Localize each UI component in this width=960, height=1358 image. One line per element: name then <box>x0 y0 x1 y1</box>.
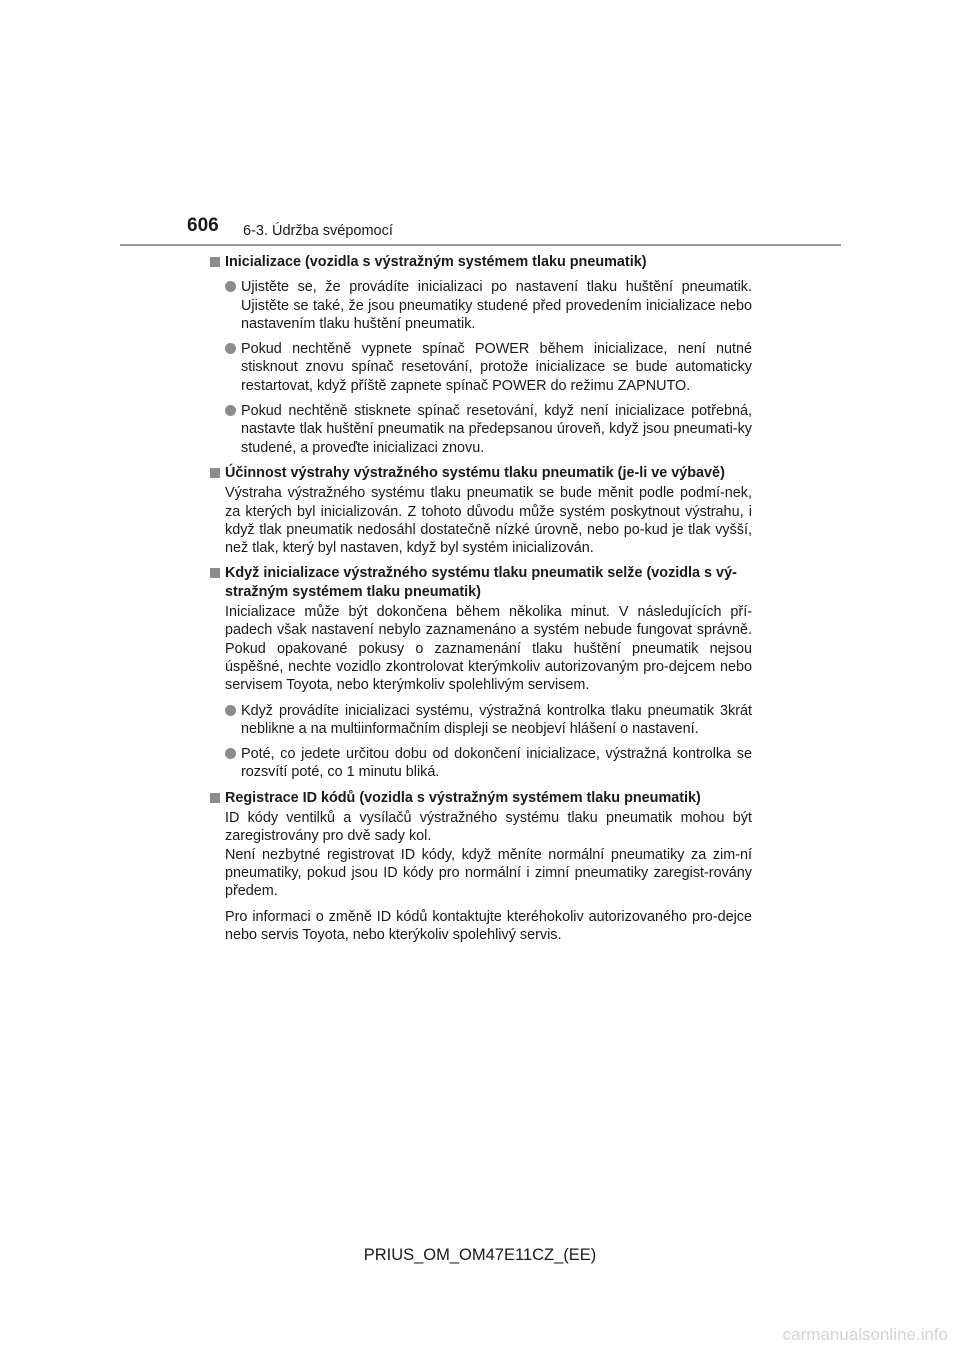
square-bullet-icon <box>210 468 220 478</box>
paragraph: Pro informaci o změně ID kódů kontaktujte kteréhokoliv autorizovaného pro-dejce nebo servis Toyota, nebo kterýkoliv spolehlivý servis. <box>225 908 752 943</box>
section-warning-effectiveness <box>210 464 752 557</box>
list-item-text: Ujistěte se, že provádíte inicializaci po nastavení tlaku huštění pneumatik. Ujistěte se také, že jsou pneumatiky studené před provedením inicializace nebo nastavením tlaku huštění pneumatik. <box>241 279 752 332</box>
section-heading <box>210 464 752 482</box>
section-title: 6-3. Údržba svépomocí <box>243 223 393 239</box>
section-initialization <box>210 253 752 457</box>
square-bullet-icon <box>210 568 220 578</box>
section-id-registration <box>210 789 752 944</box>
square-bullet-icon <box>210 257 220 267</box>
square-bullet-icon <box>210 793 220 803</box>
circle-bullet-icon <box>225 705 236 716</box>
section-heading <box>210 253 752 271</box>
heading-text: Účinnost výstrahy výstražného systému tlaku pneumatik (je-li ve výbavě) <box>225 464 725 481</box>
circle-bullet-icon <box>225 405 236 416</box>
circle-bullet-icon <box>225 281 236 292</box>
list-item-text: Pokud nechtěně vypnete spínač POWER během inicializace, není nutné stisknout znovu spínač resetování, protože inicializace se bude automaticky restartovat, když příště zapnete spínač POWER do režimu ZAPNUTO. <box>241 341 752 394</box>
list-item-text: Poté, co jedete určitou dobu od dokončení inicializace, výstražná kontrolka se rozsvítí poté, co 1 minutu bliká. <box>241 746 752 781</box>
list-item <box>225 702 752 739</box>
paragraph-line: Není nezbytné registrovat ID kódy, když měníte normální pneumatiky za zim-ní pneumatiky, pokud jsou ID kódy pro normální i zimní pneumatiky zaregist-rovány předem. <box>225 846 752 900</box>
section-heading <box>210 789 752 807</box>
main-content <box>210 253 752 944</box>
list-item-text: Když provádíte inicializaci systému, výstražná kontrolka tlaku pneumatik 3krát neblikne a na multiinformačním displeji se neobjeví hlášení o nastavení. <box>241 702 752 737</box>
watermark: carmanualsonline.info <box>782 1325 948 1344</box>
document-code: PRIUS_OM_OM47E11CZ_(EE) <box>363 1246 597 1264</box>
heading-text: Když inicializace výstražného systému tlaku pneumatik selže (vozidla s vý-stražným systémem tlaku pneumatik) <box>225 565 737 600</box>
section-initialization-failure <box>210 564 752 781</box>
heading-text: Registrace ID kódů (vozidla s výstražným systémem tlaku pneumatik) <box>225 789 701 806</box>
circle-bullet-icon <box>225 748 236 759</box>
paragraph-line: ID kódy ventilků a vysílačů výstražného systému tlaku pneumatik mohou být zaregistrovány pro dvě sady kol. <box>225 810 752 845</box>
list-item <box>225 745 752 782</box>
paragraph <box>225 809 752 900</box>
list-item <box>225 340 752 395</box>
paragraph: Výstraha výstražného systému tlaku pneumatik se bude měnit podle podmí-nek, za kterých byl inicializován. Z tohoto důvodu může systém poskytnout výstrahu, i když tlak pneumatik nedosáhl dostatečně nízké úrovně, nebo po-kud je tlak vyšší, než tlak, který byl nastaven, když byl systém inicializován. <box>225 485 752 557</box>
page-number: 606 <box>187 215 219 236</box>
circle-bullet-icon <box>225 343 236 354</box>
section-heading <box>210 564 752 601</box>
paragraph: Inicializace může být dokončena během několika minut. V následujících pří-padech však nastavení nebylo zaznamenáno a systém nebude fungovat správně. Pokud opakované pokusy o zaznamenání tlaku huštění pneumatik nejsou úspěšné, nechte vozidlo zkontrolovat kterýmkoliv autorizovaným pro-dejcem nebo servisem Toyota, nebo kterýmkoliv spolehlivým servisem. <box>225 604 752 694</box>
header-divider <box>120 244 841 246</box>
heading-text: Inicializace (vozidla s výstražným systémem tlaku pneumatik) <box>225 254 647 270</box>
list-item-text: Pokud nechtěně stisknete spínač resetování, když není inicializace potřebná, nastavte tlak huštění pneumatik na předepsanou úroveň, když jsou pneumati-ky studené, a proveďte inicializaci znovu. <box>241 403 752 456</box>
list-item <box>225 402 752 457</box>
list-item <box>225 278 752 333</box>
